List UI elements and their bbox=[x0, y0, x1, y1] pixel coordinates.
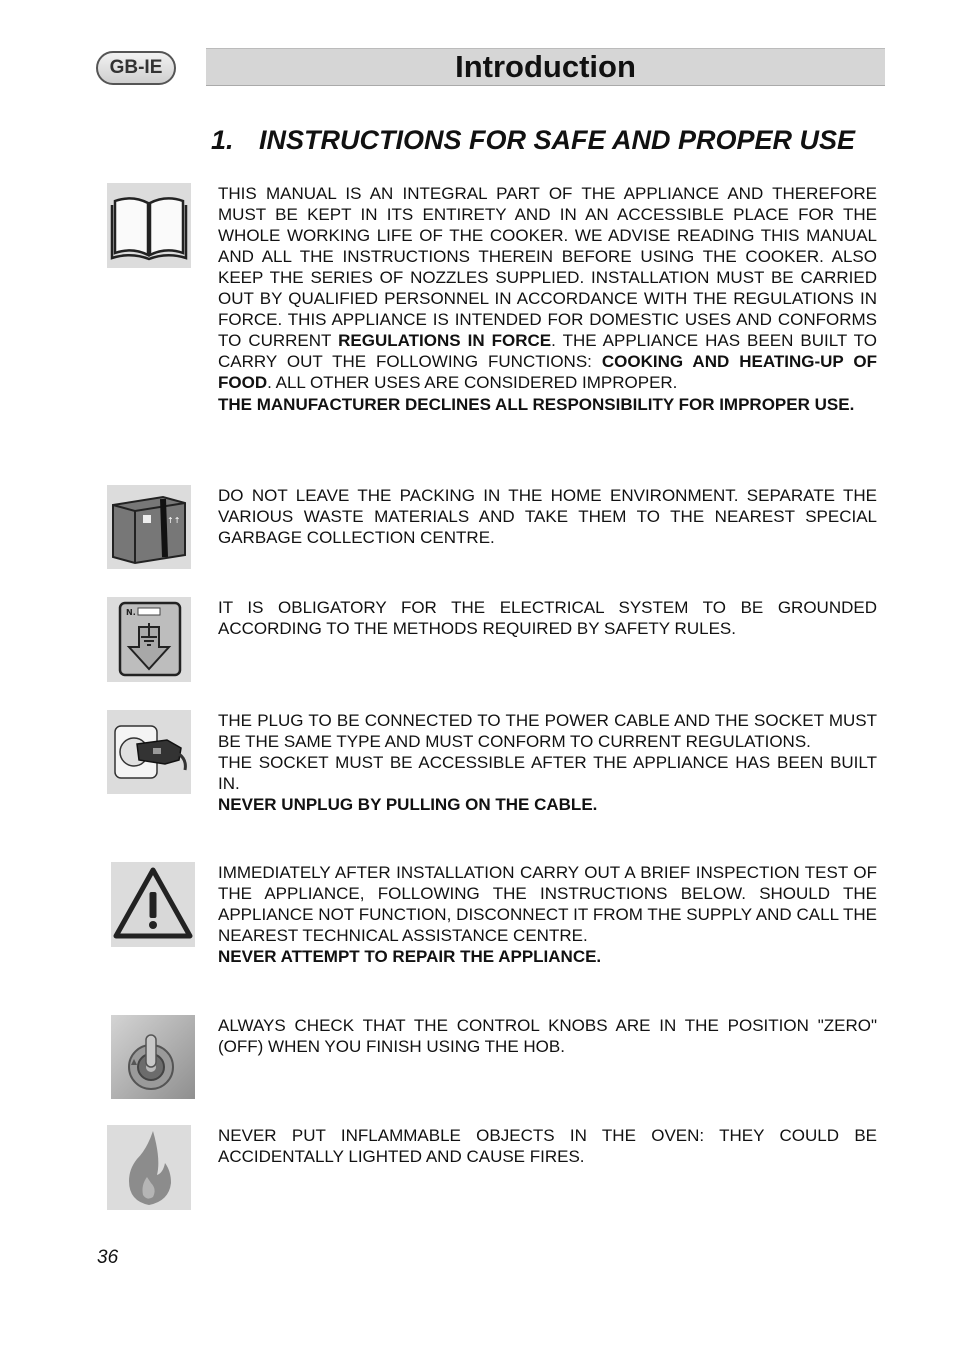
paragraph: IT IS OBLIGATORY FOR THE ELECTRICAL SYSTEM TO BE GROUNDED ACCORDING TO THE METHODS REQUIRED BY SAFETY RULES. bbox=[218, 598, 877, 638]
paragraph: NEVER PUT INFLAMMABLE OBJECTS IN THE OVEN: THEY COULD BE ACCIDENTALLY LIGHTED AND CAUSE FIRES. bbox=[218, 1126, 877, 1166]
page-number: 36 bbox=[97, 1247, 119, 1268]
paragraph: THE MANUFACTURER DECLINES ALL RESPONSIBILITY FOR IMPROPER USE. bbox=[218, 395, 855, 414]
text-block-warning bbox=[218, 862, 877, 967]
plug-socket-icon bbox=[107, 710, 191, 794]
text-block-flame bbox=[218, 1125, 877, 1167]
text-block-packing bbox=[218, 485, 877, 548]
paragraph: THIS MANUAL IS AN INTEGRAL PART OF THE APPLIANCE AND THEREFORE MUST BE KEPT IN ITS ENTIRETY AND IN AN ACCESSIBLE PLACE FOR THE WHOLE WORKING LIFE OF THE COOKER. WE ADVISE READING THIS MANUAL AND ALL THE INSTRUCTIONS THEREIN BEFORE USING THE COOKER. ALSO KEEP THE SERIES OF NOZZLES SUPPLIED. INSTALLATION MUST BE CARRIED OUT BY QUALIFIED PERSONNEL IN ACCORDANCE WITH THE REGULATIONS IN FORCE. THIS APPLIANCE IS INTENDED FOR DOMESTIC USES AND CONFORMS TO CURRENT REGULATIONS IN FORCE. THE APPLIANCE HAS BEEN BUILT TO CARRY OUT THE FOLLOWING FUNCTIONS: COOKING AND HEATING-UP OF FOOD. ALL OTHER USES ARE CONSIDERED IMPROPER. bbox=[218, 184, 877, 392]
text-block-manual bbox=[218, 183, 877, 415]
page-title: Introduction bbox=[455, 49, 636, 84]
paragraph: IMMEDIATELY AFTER INSTALLATION CARRY OUT A BRIEF INSPECTION TEST OF THE APPLIANCE, FOLLOWING THE INSTRUCTIONS BELOW. SHOULD THE APPLIANCE NOT FUNCTION, DISCONNECT IT FROM THE SUPPLY AND CALL THE NEAREST TECHNICAL ASSISTANCE CENTRE. bbox=[218, 863, 877, 945]
flame-icon bbox=[107, 1125, 191, 1210]
manual-book-icon bbox=[107, 183, 191, 268]
text-block-plug bbox=[218, 710, 877, 815]
warning-triangle-icon bbox=[111, 862, 195, 947]
section-number: 1. bbox=[211, 125, 234, 155]
text-block-knob bbox=[218, 1015, 877, 1057]
paragraph: DO NOT LEAVE THE PACKING IN THE HOME ENVIRONMENT. SEPARATE THE VARIOUS WASTE MATERIALS AND TAKE THEM TO THE NEAREST SPECIAL GARBAGE COLLECTION CENTRE. bbox=[218, 486, 877, 547]
paragraph: ALWAYS CHECK THAT THE CONTROL KNOBS ARE IN THE POSITION "ZERO" (OFF) WHEN YOU FINISH USING THE HOB. bbox=[218, 1016, 877, 1056]
bold-phrase: REGULATIONS IN FORCE bbox=[338, 331, 552, 350]
paragraph: NEVER ATTEMPT TO REPAIR THE APPLIANCE. bbox=[218, 947, 602, 966]
text-block-grounding bbox=[218, 597, 877, 639]
packing-box-icon bbox=[107, 485, 191, 569]
box-label: ↑↑ bbox=[167, 516, 181, 525]
section-title-text: INSTRUCTIONS FOR SAFE AND PROPER USE bbox=[259, 125, 856, 155]
control-knob-icon bbox=[111, 1015, 195, 1099]
paragraph: NEVER UNPLUG BY PULLING ON THE CABLE. bbox=[218, 795, 598, 814]
bold-phrase: COOKING AND HEATING-UP OF FOOD bbox=[218, 352, 877, 392]
grounding-plate-icon bbox=[107, 597, 191, 682]
language-badge: GB-IE bbox=[96, 51, 176, 85]
plate-label: N. bbox=[126, 608, 136, 617]
paragraph: THE PLUG TO BE CONNECTED TO THE POWER CABLE AND THE SOCKET MUST BE THE SAME TYPE AND MUST CONFORM TO CURRENT REGULATIONS. bbox=[218, 711, 877, 751]
section-title bbox=[211, 125, 855, 156]
header-bar bbox=[206, 48, 885, 86]
paragraph: THE SOCKET MUST BE ACCESSIBLE AFTER THE APPLIANCE HAS BEEN BUILT IN. bbox=[218, 753, 877, 793]
